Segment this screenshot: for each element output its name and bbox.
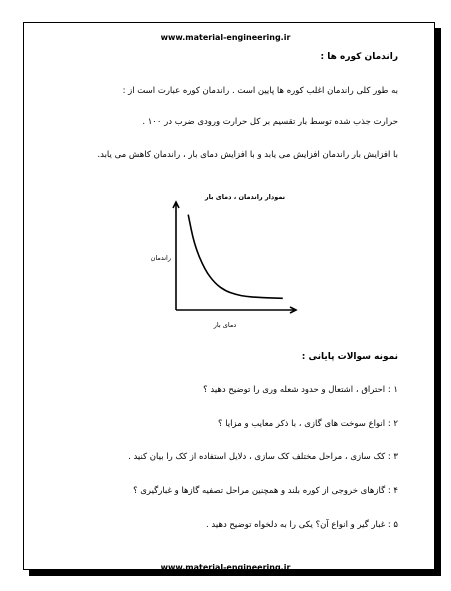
series-line	[188, 215, 283, 299]
question-3: ۳ : کک سازی ، مراحل مختلف کک سازی ، دلایل استفاده از کک را بیان کنید .	[128, 452, 398, 462]
efficiency-heading: راندمان کوره ها :	[320, 52, 398, 62]
efficiency-paragraph-3: با افزایش بار راندمان افزایش می یابد و با افزایش دمای بار ، راندمان کاهش می یابد.	[97, 150, 398, 160]
chart-title: نمودار راندمان ، دمای بار	[204, 193, 286, 201]
question-2: ۲ : انواع سوخت های گازی ، با ذکر معایب و مزایا ؟	[217, 419, 398, 429]
question-4: ۴ : گازهای خروجی از کوره بلند و همچنین مراحل تصفیه گازها و غبارگیری ؟	[133, 486, 398, 496]
y-axis	[173, 202, 179, 310]
efficiency-paragraph-1: به طور کلی راندمان اغلب کوره ها پایین است . راندمان کوره عبارت است از :	[122, 86, 398, 96]
header-website: www.material-engineering.ir	[160, 33, 291, 42]
chart-axes	[173, 202, 296, 313]
questions-heading: نمونه سوالات پایانی :	[301, 352, 398, 362]
chart-xlabel: دمای بار	[213, 321, 237, 329]
efficiency-paragraph-2: حرارت جذب شده توسط بار تقسیم بر کل حرارت ورودی ضرب در ۱۰۰ .	[142, 117, 398, 127]
question-5: ۵ : غبار گیر و انواع آن؟ یکی را به دلخواه توضیح دهید .	[206, 520, 398, 530]
chart-ylabel: راندمان	[150, 254, 171, 262]
footer-website: www.material-engineering.ir	[160, 563, 291, 572]
question-1: ۱ : احتراق ، اشتعال و حدود شعله وری را توضیح دهید ؟	[203, 385, 398, 395]
x-axis	[176, 307, 296, 313]
efficiency-chart	[150, 185, 300, 330]
